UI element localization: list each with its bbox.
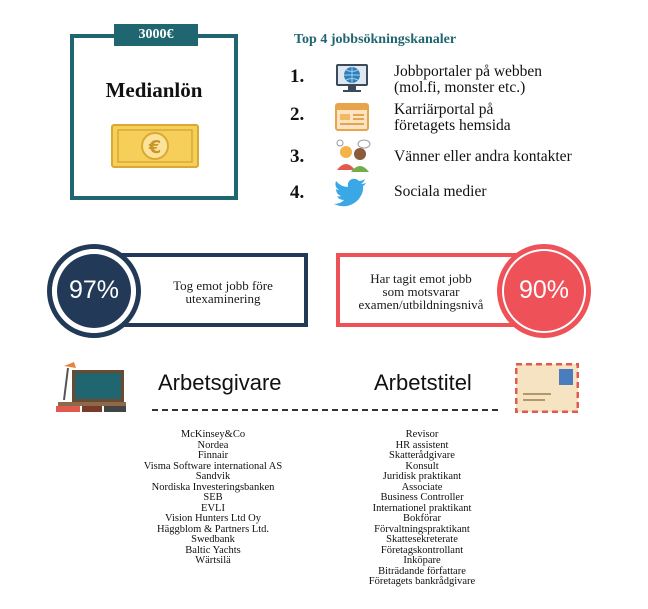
list-item: Nordea bbox=[197, 439, 229, 451]
stat-right-text: Har tagit emot jobb som motsvarar examen/utbildningsnivå bbox=[358, 271, 484, 312]
list-item: Skattesekreterate bbox=[386, 534, 458, 545]
channel-text: Jobbportaler på webben (mol.fi, monster etc.) bbox=[394, 63, 543, 96]
list-item: Nordiska Investeringsbanken bbox=[151, 481, 275, 493]
list-item: Konsult bbox=[405, 460, 439, 472]
list-item: Biträdande författare bbox=[378, 565, 466, 577]
channel-text: Sociala medier bbox=[394, 183, 487, 200]
list-item: Bokförar bbox=[403, 513, 441, 524]
browser-window-icon bbox=[334, 102, 370, 137]
channel-number: 2. bbox=[290, 104, 305, 125]
channel-number: 4. bbox=[290, 182, 305, 203]
globe-monitor-icon bbox=[334, 62, 370, 99]
job-titles-list bbox=[346, 430, 498, 588]
list-item: Associate bbox=[401, 481, 443, 493]
employers-header: Arbetsgivare bbox=[158, 370, 282, 395]
list-item: Sandvik bbox=[195, 471, 231, 482]
list-item: SEB bbox=[203, 492, 223, 503]
list-item: Baltic Yachts bbox=[185, 544, 241, 556]
list-item: Finnair bbox=[197, 450, 229, 461]
list-item: Swedbank bbox=[191, 534, 235, 545]
euro-banknote-icon bbox=[111, 124, 199, 173]
list-item: Företagets bankrådgivare bbox=[368, 576, 476, 587]
list-item: Juridisk praktikant bbox=[382, 471, 462, 482]
list-item: Häggblom & Partners Ltd. bbox=[157, 523, 269, 535]
job-titles-header: Arbetstitel bbox=[374, 370, 472, 395]
list-item: Skatterådgivare bbox=[389, 450, 455, 461]
list-item: Förvaltningspraktikant bbox=[374, 523, 470, 535]
desk-chalkboard-icon bbox=[54, 362, 128, 419]
list-item: Wärtsilä bbox=[195, 555, 231, 566]
salary-amount-tag: 3000€ bbox=[114, 24, 198, 46]
stat-left-percent: 97% bbox=[68, 276, 120, 304]
stat-left-text: Tog emot jobb före utexaminering bbox=[173, 278, 273, 306]
twitter-bird-icon bbox=[334, 178, 368, 213]
list-item: Visma Software international AS bbox=[143, 460, 283, 472]
list-item: HR assistent bbox=[395, 439, 449, 451]
channel-number: 1. bbox=[290, 66, 305, 87]
median-salary-box bbox=[70, 34, 238, 200]
people-chat-icon bbox=[334, 138, 374, 179]
channels-title: Top 4 jobbsökningskanaler bbox=[294, 32, 457, 47]
svg-text:€: € bbox=[148, 137, 162, 158]
channel-number: 3. bbox=[290, 146, 305, 167]
list-item: Vision Hunters Ltd Oy bbox=[165, 513, 261, 524]
list-item: Business Controller bbox=[380, 492, 464, 503]
stat-right-percent: 90% bbox=[518, 276, 570, 304]
list-item: McKinsey&Co bbox=[180, 429, 246, 440]
salary-label: Medianlön bbox=[105, 78, 203, 102]
channel-text: Vänner eller andra kontakter bbox=[394, 148, 572, 165]
channel-text: Karriärportal på företagets hemsida bbox=[394, 101, 511, 134]
envelope-icon bbox=[515, 363, 579, 418]
list-item: Företagskontrollant bbox=[380, 544, 464, 556]
list-item: EVLI bbox=[201, 502, 225, 514]
dashed-divider bbox=[152, 409, 498, 411]
list-item: Internationel praktikant bbox=[372, 502, 472, 514]
list-item: Inköpare bbox=[403, 555, 441, 566]
list-item: Revisor bbox=[405, 429, 439, 440]
employers-list bbox=[130, 430, 296, 567]
